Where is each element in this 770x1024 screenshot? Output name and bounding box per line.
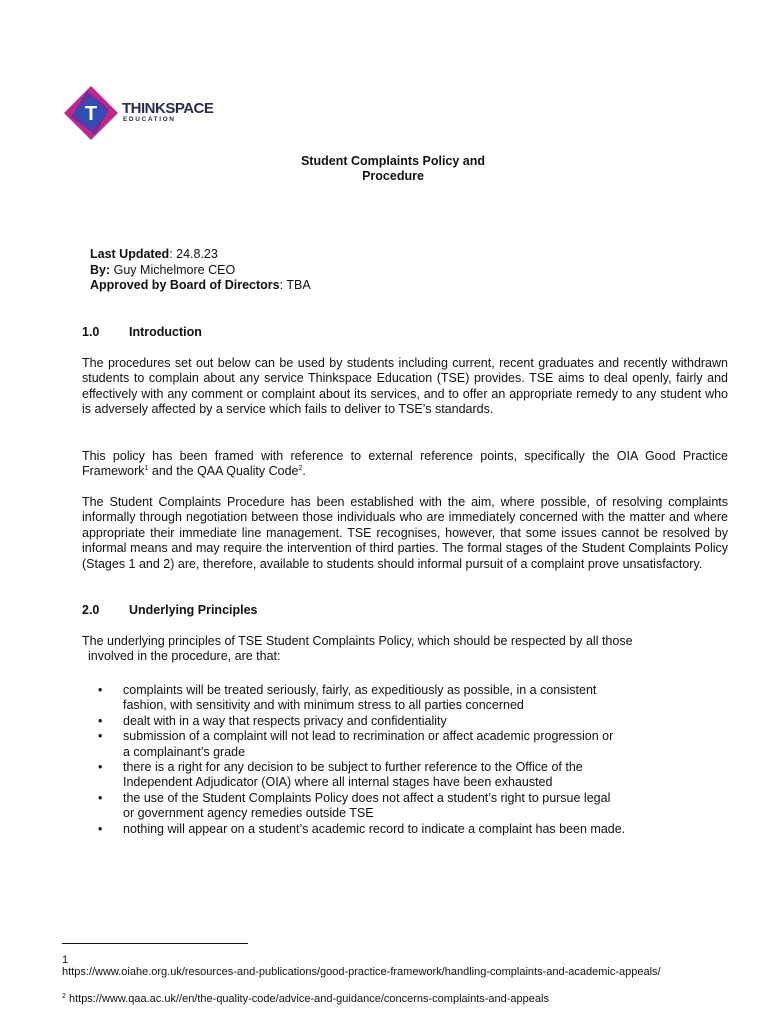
list-item-line: dealt with in a way that respects privacy and confidentiality — [123, 713, 447, 728]
section-2-intro — [82, 634, 728, 665]
section-1-title: Introduction — [129, 325, 202, 339]
section-2-number: 2.0 — [82, 603, 100, 617]
bullet: • — [98, 683, 103, 697]
footnote-1-marker: 1 — [62, 954, 69, 966]
title-line-1: Student Complaints Policy and — [300, 154, 486, 168]
list-item — [90, 729, 690, 760]
list-item — [90, 791, 690, 822]
meta-by-value: Guy Michelmore CEO — [110, 262, 236, 277]
section-2-title: Underlying Principles — [129, 603, 258, 617]
meta-by — [90, 263, 311, 279]
list-item-line: a complainant’s grade — [123, 744, 246, 759]
footnote-2-link[interactable]: https://www.qaa.ac.uk//en/the-quality-code/advice-and-guidance/concerns-complaints-and-appeals — [65, 993, 549, 1005]
section-1-paragraph-1: The procedures set out below can be used by students including current, recent graduates and recently withdrawn students to complain about any service Thinkspace Education (TSE) provides. TSE aims to deal openly, fairly and effectively with any comment or complaint about its services, and to offer an appropriate remedy to any student who is adversely affected by a service which fails to deliver to TSE’s standards. — [82, 356, 728, 417]
list-item — [90, 760, 690, 791]
bullet: • — [98, 821, 103, 836]
logo-subtitle: EDUCATION — [123, 116, 176, 123]
section-2-intro-line-1: The underlying principles of TSE Student Complaints Policy, which should be respected by all those — [82, 634, 633, 648]
footnote-divider — [62, 943, 248, 944]
meta-approved-label: Approved by Board of Directors — [90, 278, 280, 292]
section-1-number: 1.0 — [82, 325, 100, 339]
section-2-heading — [82, 603, 258, 617]
document-title — [240, 154, 546, 184]
list-item-line: complaints will be treated seriously, fairly, as expeditiously as possible, in a consistent — [123, 683, 597, 697]
meta-approved — [90, 278, 311, 294]
section-2-intro-line-2: involved in the procedure, are that: — [88, 649, 281, 664]
list-item-line: Independent Adjudicator (OIA) where all internal stages have been exhausted — [123, 775, 553, 790]
document-meta — [90, 247, 311, 294]
footnote-ref-2: 2 — [298, 465, 303, 473]
list-item-line: submission of a complaint will not lead to recrimination or affect academic progression or — [123, 729, 614, 744]
para2-text-a: This policy has been framed with reference to external reference points, specifically the OIA Good Practice Framework — [82, 449, 728, 479]
principles-list — [90, 683, 690, 837]
bullet: • — [98, 729, 103, 744]
footnote-ref-1: 1 — [144, 465, 149, 473]
footnote-2-marker: 2 — [62, 993, 66, 1000]
meta-by-label: By: — [90, 262, 111, 277]
bullet: • — [98, 790, 103, 805]
meta-last-updated-value: : 24.8.23 — [169, 247, 218, 261]
meta-approved-value: : TBA — [279, 278, 311, 292]
list-item-line: nothing will appear on a student’s academic record to indicate a complaint has been made. — [123, 821, 626, 836]
section-1-paragraph-3: The Student Complaints Procedure has been established with the aim, where possible, of resolving complaints informally through negotiation between those individuals who are immediately concerned with the matter and where appropriate their immediate line management. TSE recognises, however, that some issues cannot be resolved by informal means and may require the intervention of third parties. The formal stages of the Student Complaints Policy (Stages 1 and 2) are, therefore, available to students should informal pursuit of a complaint prove unsatisfactory. — [82, 495, 728, 571]
section-1-heading — [82, 325, 202, 339]
list-item-line: fashion, with sensitivity and with minimum stress to all parties concerned — [123, 698, 524, 713]
list-item-line: or government agency remedies outside TSE — [123, 806, 374, 821]
bullet: • — [98, 713, 103, 728]
logo-letter: T — [84, 103, 98, 125]
list-item-line: the use of the Student Complaints Policy does not affect a student’s right to pursue legal — [123, 790, 611, 805]
footnote-1-link[interactable]: https://www.oiahe.org.uk/resources-and-publications/good-practice-framework/handling-complaints-and-academic-appeals/ — [62, 966, 661, 978]
logo-wordmark: THINKSPACE — [122, 100, 214, 117]
para2-text-b: and the QAA Quality Code — [148, 464, 299, 479]
list-item — [90, 683, 690, 714]
footnote-2 — [62, 993, 742, 1007]
para2-text-c: . — [302, 464, 306, 479]
meta-last-updated-label: Last Updated — [90, 247, 170, 261]
title-line-2: Procedure — [362, 169, 424, 183]
section-1-paragraph-2 — [82, 449, 728, 480]
list-item — [90, 714, 690, 729]
list-item — [90, 822, 690, 837]
bullet: • — [98, 760, 103, 775]
list-item-line: there is a right for any decision to be subject to further reference to the Office of the — [123, 760, 583, 775]
meta-last-updated — [90, 247, 311, 263]
